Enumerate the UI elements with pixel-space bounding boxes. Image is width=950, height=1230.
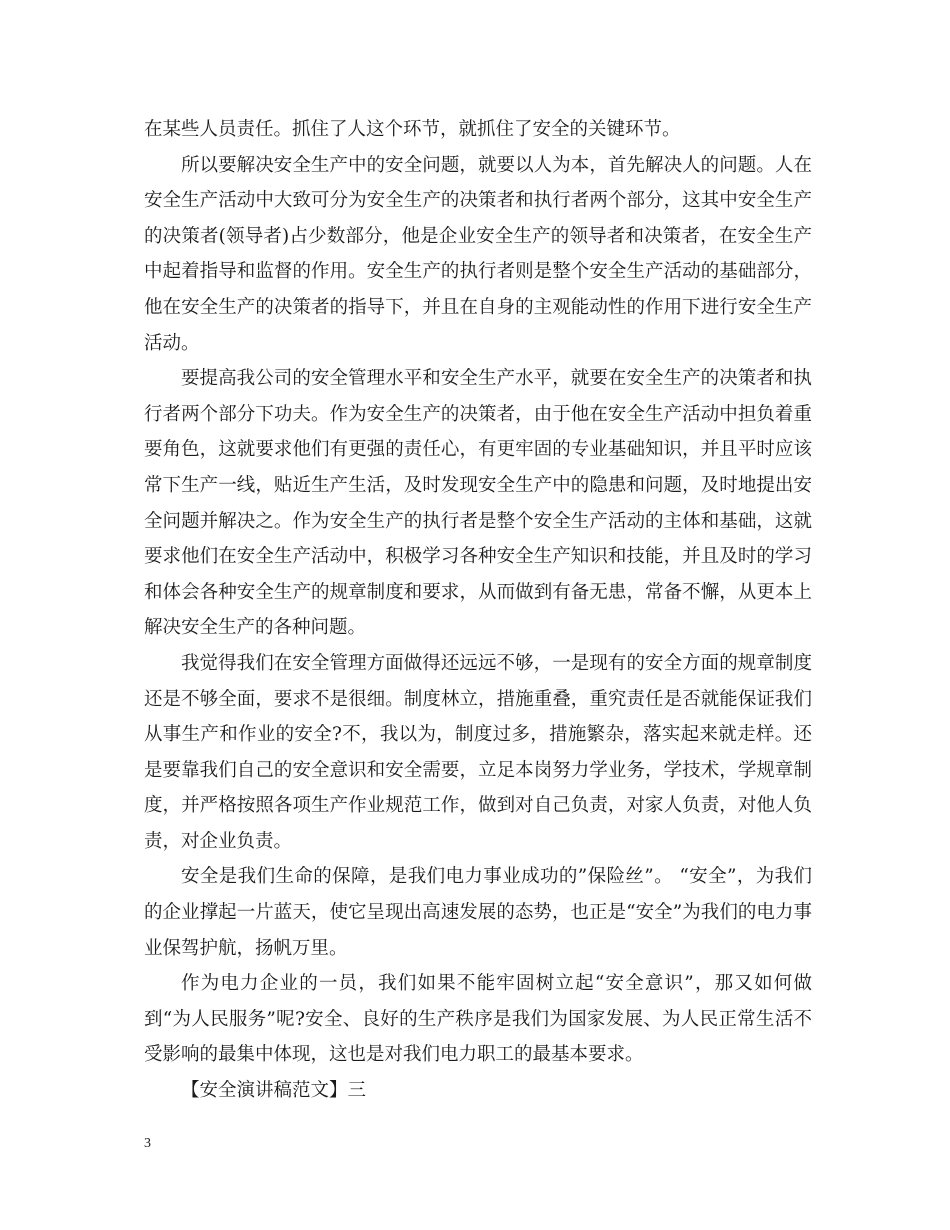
paragraph-decision-makers-executors: 要提高我公司的安全管理水平和安全生产水平，就要在安全生产的决策者和执行者两个部分下功夫。作为安全生产的决策者，由于他在安全生产活动中担负着重要角色，这就要求他们有更强的责任心，有更牢固的专业基础知识，并且平时应该常下生产一线，贴近生产生活，及时发现安全生产中的隐患和问题，及时地提出安全问题并解决之。作为安全生产的执行者是整个安全生产活动的主体和基础，这就要求他们在安全生产活动中，积极学习各种安全生产知识和技能，并且及时的学习和体会各种安全生产的规章制度和要求，从而做到有备无患，常备不懈，从更本上解决安全生产的各种问题。 bbox=[144, 368, 812, 639]
document-body bbox=[144, 112, 812, 1109]
paragraph-power-enterprise: 作为电力企业的一员，我们如果不能牢固树立起“安全意识”，那又如何做到“为人民服务”呢?安全、良好的生产秩序是我们为国家发展、为人民正常生活不受影响的最集中体现，这也是对我们电力职工的最基本要求。 bbox=[144, 973, 812, 1066]
section-heading: 【安全演讲稿范文】三 bbox=[181, 1080, 367, 1102]
paragraph-continuation: 在某些人员责任。抓住了人这个环节，就抓住了安全的关键环节。 bbox=[144, 119, 681, 140]
paragraph-safety-guarantee: 安全是我们生命的保障，是我们电力事业成功的”保险丝”。 “安全”，为我们的企业撑起一片蓝天，使它呈现出高速发展的态势，也正是“安全”为我们的电力事业保驾护航，扬帆万里。 bbox=[144, 866, 812, 959]
paragraph-people-oriented: 所以要解决安全生产中的安全问题，就要以人为本，首先解决人的问题。人在安全生产活动中大致可分为安全生产的决策者和执行者两个部分，这其中安全生产的决策者(领导者)占少数部分，他是企业安全生产的领导者和决策者，在安全生产中起着指导和监督的作用。安全生产的执行者则是整个安全生产活动的基础部分，他在安全生产的决策者的指导下，并且在自身的主观能动性的作用下进行安全生产活动。 bbox=[144, 154, 812, 354]
page-number: 3 bbox=[144, 1136, 151, 1151]
paragraph-safety-management: 我觉得我们在安全管理方面做得还远远不够，一是现有的安全方面的规章制度还是不够全面，要求不是很细。制度林立，措施重叠，重究责任是否就能保证我们从事生产和作业的安全?不，我以为，制度过多，措施繁杂，落实起来就走样。还是要靠我们自己的安全意识和安全需要，立足本岗努力学业务，学技术，学规章制度，并严格按照各项生产作业规范工作，做到对自己负责，对家人负责，对他人负责，对企业负责。 bbox=[144, 652, 812, 852]
